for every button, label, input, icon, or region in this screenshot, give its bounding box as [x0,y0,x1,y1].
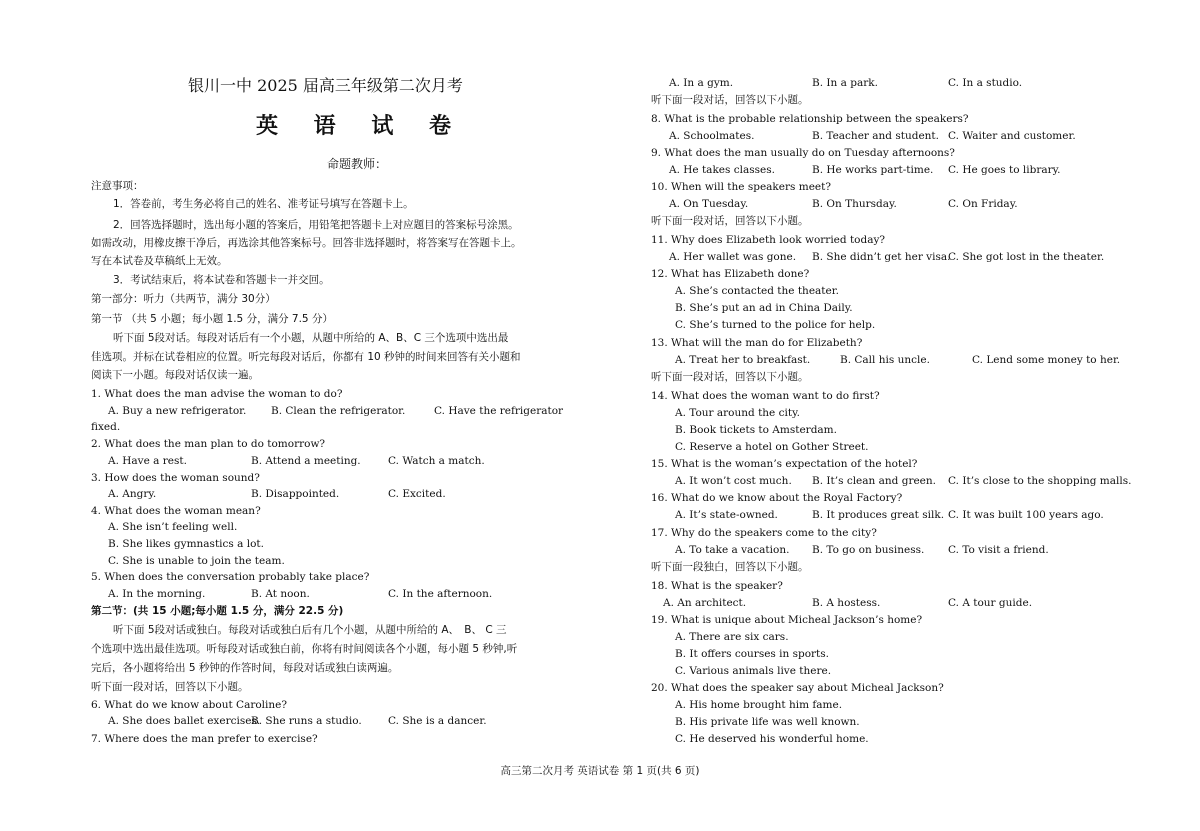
question-stem: 3. How does the woman sound? [91,472,260,484]
choice-b: B. In a park. [812,77,878,89]
choice-b: B. It offers courses in sports. [675,648,830,660]
question-stem: 10. When will the speakers meet? [651,181,831,193]
choice-a: A. Tour around the city. [675,407,800,419]
choice-a: A. On Tuesday. [669,198,749,210]
choice-b: B. She runs a studio. [251,715,362,727]
choice-a: A. There are six cars. [675,631,789,643]
choice-c: C. In the afternoon. [388,588,493,600]
choice-b: B. It’s clean and green. [812,475,936,487]
choice-c: C. She got lost in the theater. [948,251,1105,263]
question-stem: 12. What has Elizabeth done? [651,268,810,280]
choice-c: C. Lend some money to her. [972,354,1121,366]
setter-label: 命题教师： [327,157,388,171]
school-title: 银川一中 2025 届高三年级第二次月考 [188,76,463,95]
choice-b: B. To go on business. [812,544,925,556]
choice-c: C. In a studio. [948,77,1023,89]
question-stem: 2. What does the man plan to do tomorrow? [91,438,326,450]
choice-b: B. On Thursday. [812,198,897,210]
section2-instruction-b: 个选项中选出最佳选项。听每段对话或独白前，你将有时间阅读各个小题，每小题 5 秒钟,听 [91,643,518,655]
choice-c: C. Watch a match. [388,455,485,467]
choice-c: C. Waiter and customer. [948,130,1076,142]
listen-instruction: 听下面一段对话，回答以下小题。 [91,681,249,693]
choice-a: A. He takes classes. [669,164,775,176]
choice-a: A. An architect. [663,597,747,609]
choice-a: A. In a gym. [669,77,734,89]
choice-a: A. Angry. [108,488,157,500]
listen-instruction: 听下面一段对话，回答以下小题。 [651,215,809,227]
question-stem: 14. What does the woman want to do first? [651,390,880,402]
choice-a: A. It won’t cost much. [675,475,792,487]
choice-a: A. Schoolmates. [669,130,755,142]
choice-c: C. A tour guide. [948,597,1033,609]
choice-b: B. Clean the refrigerator. [271,405,406,417]
choice-b: B. Book tickets to Amsterdam. [675,424,837,436]
question-stem: 11. Why does Elizabeth look worried today? [651,234,886,246]
choice-a: A. Treat her to breakfast. [675,354,811,366]
question-stem: 17. Why do the speakers come to the city? [651,527,877,539]
choice-c: C. Various animals live there. [675,665,832,677]
choice-c: C. She is unable to join the team. [108,555,285,567]
section1-instruction-c: 阅读下一小题。每段对话仅读一遍。 [91,369,259,381]
choice-b: B. She didn’t get her visa. [812,251,951,263]
choice-b: B. He works part-time. [812,164,934,176]
note-1: 1．答卷前，考生务必将自己的姓名、准考证号填写在答题卡上。 [113,198,414,210]
listen-instruction: 听下面一段对话，回答以下小题。 [651,371,809,383]
listen-instruction: 听下面一段独白，回答以下小题。 [651,561,809,573]
choice-c: C. Reserve a hotel on Gother Street. [675,441,869,453]
choice-c: C. She is a dancer. [388,715,487,727]
choice-c: C. On Friday. [948,198,1018,210]
note-2b: 如需改动，用橡皮擦干净后，再选涂其他答案标号。回答非选择题时，将答案写在答题卡上。 [91,237,522,249]
choice-a: A. To take a vacation. [675,544,790,556]
question-stem: 4. What does the woman mean? [91,505,261,517]
choice-a: A. She does ballet exercises. [108,715,261,727]
page-footer: 高三第二次月考 英语试卷 第 1 页(共 6 页) [500,765,700,777]
note-2c: 写在本试卷及草稿纸上无效。 [91,255,228,267]
part1-heading: 第一部分：听力（共两节，满分 30分） [91,293,276,305]
question-stem: 20. What does the speaker say about Micheal Jackson? [651,682,944,694]
question-stem: 7. Where does the man prefer to exercise? [91,733,318,745]
note-2a: 2．回答选择题时，选出每小题的答案后，用铅笔把答题卡上对应题目的答案标号涂黑。 [113,219,519,231]
section1-heading: 第一节 （共 5 小题；每小题 1.5 分，满分 7.5 分） [91,313,333,325]
choice-c: C. It’s close to the shopping malls. [948,475,1132,487]
choice-b: B. At noon. [251,588,310,600]
question-stem: 5. When does the conversation probably take place? [91,571,370,583]
choice-a: A. Buy a new refrigerator. [108,405,247,417]
section1-instruction-a: 听下面 5段对话。每段对话后有一个小题，从题中所给的 A、B、C 三个选项中选出最 [113,332,509,344]
question-stem: 18. What is the speaker? [651,580,783,592]
choice-a: A. She isn’t feeling well. [108,521,238,533]
choice-a: A. Have a rest. [108,455,187,467]
note-3: 3．考试结束后，将本试卷和答题卡一并交回。 [113,274,330,286]
choice-a: A. She’s contacted the theater. [675,285,839,297]
subject-title: 英 语 试 卷 [256,113,465,139]
question-stem: 15. What is the woman’s expectation of the hotel? [651,458,918,470]
choice-b: B. She likes gymnastics a lot. [108,538,264,550]
choice-c: C. It was built 100 years ago. [948,509,1104,521]
choice-c: C. She’s turned to the police for help. [675,319,876,331]
choice-c: C. Have the refrigerator [434,405,564,417]
choice-b: B. Teacher and student. [812,130,939,142]
section1-instruction-b: 佳选项。并标在试卷相应的位置。听完每段对话后，你都有 10 秒钟的时间来回答有关小题和 [91,351,521,363]
section2-instruction-a: 听下面 5段对话或独白。每段对话或独白后有几个小题，从题中所给的 A、 B、 C 三 [113,624,507,636]
listen-instruction: 听下面一段对话，回答以下小题。 [651,94,809,106]
choice-b: B. His private life was well known. [675,716,860,728]
notes-heading: 注意事项： [91,180,144,192]
question-stem: 8. What is the probable relationship between the speakers? [651,113,969,125]
choice-c-continued: fixed. [91,421,121,433]
question-stem: 16. What do we know about the Royal Factory? [651,492,903,504]
section2-instruction-c: 完后，各小题将给出 5 秒钟的作答时间，每段对话或独白读两遍。 [91,662,399,674]
choice-a: A. In the morning. [108,588,206,600]
question-stem: 6. What do we know about Caroline? [91,699,287,711]
choice-c: C. To visit a friend. [948,544,1049,556]
section2-heading: 第二节：(共 15 小题;每小题 1.5 分，满分 22.5 分) [91,605,344,617]
choice-b: B. It produces great silk. [812,509,945,521]
choice-b: B. She’s put an ad in China Daily. [675,302,853,314]
question-stem: 9. What does the man usually do on Tuesday afternoons? [651,147,955,159]
choice-a: A. It’s state-owned. [675,509,778,521]
choice-b: B. Attend a meeting. [251,455,361,467]
choice-b: B. Call his uncle. [840,354,930,366]
choice-a: A. Her wallet was gone. [669,251,797,263]
question-stem: 1. What does the man advise the woman to do? [91,388,343,400]
choice-b: B. A hostess. [812,597,881,609]
choice-b: B. Disappointed. [251,488,340,500]
choice-c: C. He deserved his wonderful home. [675,733,869,745]
choice-c: C. Excited. [388,488,446,500]
question-stem: 13. What will the man do for Elizabeth? [651,337,863,349]
choice-a: A. His home brought him fame. [675,699,843,711]
choice-c: C. He goes to library. [948,164,1061,176]
question-stem: 19. What is unique about Micheal Jackson’s home? [651,614,923,626]
